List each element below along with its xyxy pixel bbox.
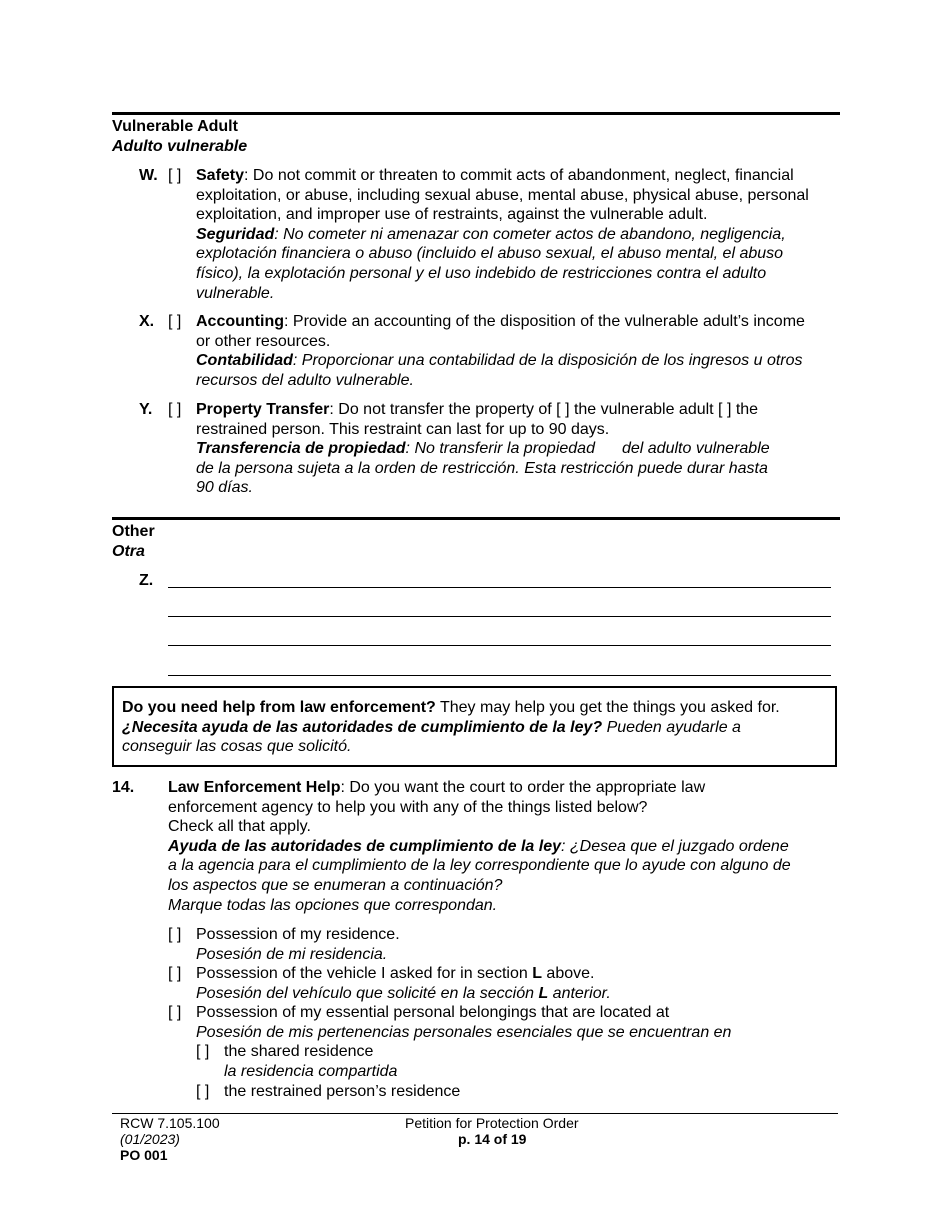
item-y-title-es: Transferencia de propiedad [196,440,406,458]
item-w-text: Safety: Do not commit or threaten to commit acts of abandonment, neglect, financial exploitation, or abuse, including sexual abuse, mental abuse, physical abuse, personal exploitation, and improper use of restraints, against the vulnerable adult. Seguridad: No cometer ni amenazar con cometer actos de abandono, negligencia, explotación financiera o abuso (incluido el abuso sexual, el abuso mental, el abuso físico), la explotación personal y el uso indebido de restricciones contra el adulto vulnerable. [196,167,809,302]
item-letter-x: X. [139,313,155,330]
checkbox-shared-residence[interactable]: [ ] [196,1043,210,1060]
checkbox-residence[interactable]: [ ] [168,926,182,943]
section-14-title-es: Ayuda de las autoridades de cumplimiento de la ley [168,837,561,855]
footer-date: (01/2023) [120,1131,180,1147]
list-item-residence: Possession of my residence. Posesión de mi residencia. [196,926,400,963]
section-14-title: Law Enforcement Help [168,779,341,796]
section-heading-other-es: Otra [112,543,145,560]
law-enforcement-info-text: Do you need help from law enforcement? They may help you get the things you asked for. ¿Necesita ayuda de las autoridades de cumplimiento de la ley? Pueden ayudarle a conseguir las cosas que solicitó. [122,699,780,756]
item-y-text: Property Transfer: Do not transfer the property of [ ] the vulnerable adult [ ] the restrained person. This restraint can last for up to 90 days. Transferencia de propiedad: No transferir la propiedad del adulto vulnerable de la persona sujeta a la orden de restricción. Esta restricción puede durar hasta 90 días. [196,401,770,497]
item-letter-z: Z. [139,572,154,589]
footer-page-number: p. 14 of 19 [458,1131,527,1147]
item-w-title: Safety [196,167,245,184]
section-number-14: 14. [112,779,135,796]
item-x-text: Accounting: Provide an accounting of the disposition of the vulnerable adult’s income or other resources. Contabilidad: Proporcionar una contabilidad de la disposición de los ingresos u otros recursos del adulto vulnerable. [196,313,805,389]
item-w-title-es: Seguridad [196,225,275,243]
footer-form-number: PO 001 [120,1147,168,1163]
checkbox-vehicle[interactable]: [ ] [168,965,182,982]
checkbox-y[interactable]: [ ] [168,401,182,418]
section-14-text: Law Enforcement Help: Do you want the court to order the appropriate law enforcement agency to help you with any of the things listed below? Check all that apply. Ayuda de las autoridades de cumplimiento de la ley: ¿Desea que el juzgado ordene a la agencia para el cumplimiento de la ley correspondiente que lo ayude con alguno de los aspectos que se enumeran a continuación? Marque todas las opciones que correspondan. [168,779,791,914]
section-divider-top [112,112,840,115]
section-heading-vulnerable-adult-es: Adulto vulnerable [112,138,248,155]
section-heading-other: Other [112,523,155,540]
item-x-title-es: Contabilidad [196,352,293,370]
list-item-belongings: Possession of my essential personal belongings that are located at Posesión de mis pertenencias personales esenciales que se encuentran en [196,1004,732,1041]
footer-divider [112,1113,838,1114]
other-input-line-3[interactable] [168,645,831,646]
item-y-title: Property Transfer [196,401,330,418]
section-heading-vulnerable-adult: Vulnerable Adult [112,118,238,135]
other-input-line-1[interactable] [168,587,831,588]
other-input-line-2[interactable] [168,616,831,617]
list-item-shared-residence: the shared residence la residencia compartida [224,1043,398,1080]
footer-title: Petition for Protection Order [405,1115,579,1131]
list-item-restrained-residence: the restrained person’s residence [224,1083,461,1100]
item-letter-w: W. [139,167,158,184]
footer-statute: RCW 7.105.100 [120,1115,220,1131]
checkbox-belongings[interactable]: [ ] [168,1004,182,1021]
section-divider-other [112,517,840,520]
other-input-line-4[interactable] [168,675,831,676]
checkbox-w[interactable]: [ ] [168,167,182,184]
list-item-vehicle: Possession of the vehicle I asked for in section L above. Posesión del vehículo que solicité en la sección L anterior. [196,965,611,1002]
item-x-title: Accounting [196,313,284,330]
checkbox-x[interactable]: [ ] [168,313,182,330]
checkbox-restrained-residence[interactable]: [ ] [196,1083,210,1100]
item-letter-y: Y. [139,401,153,418]
